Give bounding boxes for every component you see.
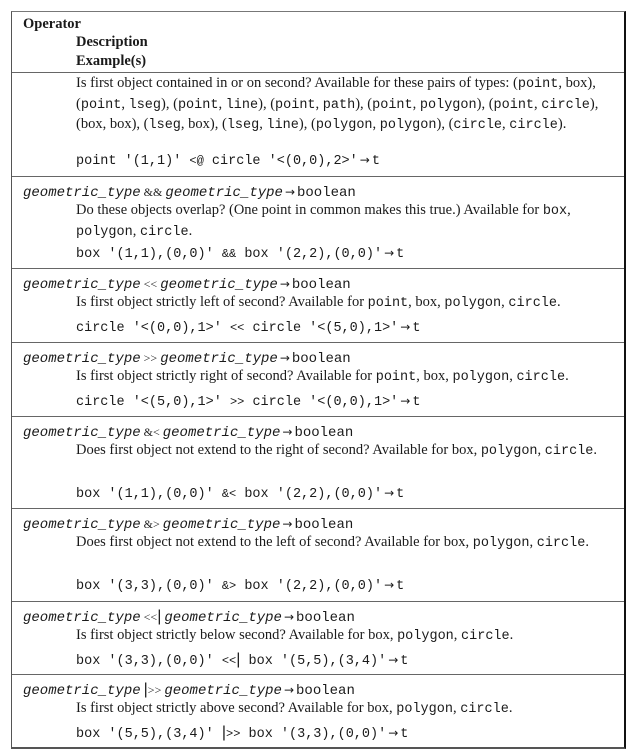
operator-symbol: <<| xyxy=(221,651,241,668)
header-description: Description xyxy=(76,34,148,50)
pipe-glyph: | xyxy=(236,651,241,668)
example-left: box '(1,1),(0,0)' xyxy=(76,247,222,262)
desc-text: ), ( xyxy=(258,95,276,112)
desc-text: . xyxy=(509,627,514,643)
row-description xyxy=(76,367,618,388)
return-type: boolean xyxy=(294,425,354,441)
left-type: geometric_type xyxy=(23,185,141,201)
code-term: circle xyxy=(516,370,566,385)
row-example xyxy=(76,484,404,504)
left-type: geometric_type xyxy=(23,517,141,533)
arrow-icon: → xyxy=(279,351,290,365)
code-term: line xyxy=(225,97,259,113)
operator-symbol: >> xyxy=(229,395,245,409)
desc-text: Is first object strictly above second? Available for xyxy=(76,700,368,716)
example-left: circle '<(0,0),1>' xyxy=(76,321,230,336)
operator-symbol: && xyxy=(143,185,163,199)
desc-text: Is first object strictly below second? Available for xyxy=(76,627,369,643)
example-right: box '(2,2),(0,0)' xyxy=(236,487,383,502)
operator-symbol: &< xyxy=(143,425,160,439)
desc-text: , xyxy=(372,116,380,132)
desc-text: ), ( xyxy=(76,75,596,112)
row-description xyxy=(76,441,618,462)
table-row xyxy=(12,675,624,748)
code-term: point xyxy=(372,97,413,113)
row-description xyxy=(76,626,618,647)
desc-text: , xyxy=(473,442,481,458)
arrow-icon: → xyxy=(279,277,290,291)
desc-text: , xyxy=(501,294,509,310)
row-signature xyxy=(23,608,355,627)
row-signature xyxy=(23,275,351,294)
desc-text: ), ( xyxy=(355,95,373,112)
example-left: point '(1,1)' xyxy=(76,154,190,169)
left-type: geometric_type xyxy=(23,610,141,626)
desc-text: ), ( xyxy=(298,116,316,132)
code-term: path xyxy=(322,97,356,113)
example-result: t xyxy=(412,395,421,410)
left-type: geometric_type xyxy=(23,683,141,699)
code-term: polygon xyxy=(419,97,477,113)
desc-text: Do these objects overlap? (One point in common makes this true.) Available for xyxy=(76,202,543,218)
code-term: lseg xyxy=(128,97,162,113)
table-row xyxy=(12,73,624,177)
desc-text: , xyxy=(537,442,545,458)
desc-text: , xyxy=(412,95,420,112)
right-type: geometric_type xyxy=(160,351,278,367)
arrow-icon: → xyxy=(388,726,399,740)
desc-text: box xyxy=(367,700,389,716)
arrow-icon: → xyxy=(384,486,395,500)
desc-text: box xyxy=(423,368,446,384)
desc-text: ), ( xyxy=(161,95,178,112)
desc-text: , xyxy=(416,368,424,384)
desc-text: , box), ( xyxy=(180,116,227,132)
example-left: box '(3,3),(0,0)' xyxy=(76,654,222,669)
desc-text: , xyxy=(465,534,473,550)
operator-symbol: |>> xyxy=(221,724,241,741)
pipe-glyph: | xyxy=(157,608,162,625)
desc-text: , xyxy=(567,202,571,218)
row-example xyxy=(76,724,408,744)
example-right: box '(2,2),(0,0)' xyxy=(236,247,383,262)
desc-text: , xyxy=(558,75,566,91)
table-row xyxy=(12,417,624,509)
table-row xyxy=(12,343,624,417)
code-term: point xyxy=(80,97,122,113)
desc-text: Is first object strictly left of second? Available for xyxy=(76,294,368,310)
code-term: polygon xyxy=(76,224,133,240)
row-example xyxy=(76,244,404,264)
code-term: box xyxy=(542,204,568,219)
desc-text: Is first object strictly right of second? Available for xyxy=(76,368,376,384)
code-term: lseg xyxy=(226,118,260,133)
row-description xyxy=(76,74,618,136)
code-term: point xyxy=(517,77,559,92)
code-term: circle xyxy=(541,97,590,113)
row-signature xyxy=(23,681,355,700)
code-term: point xyxy=(375,370,417,385)
left-type: geometric_type xyxy=(23,425,141,441)
operator-symbol: |>> xyxy=(143,681,162,698)
code-term: circle xyxy=(461,629,510,644)
example-right: box '(2,2),(0,0)' xyxy=(236,579,383,594)
desc-text: box xyxy=(451,442,474,458)
desc-text: ). xyxy=(557,116,567,132)
example-result: t xyxy=(396,247,405,262)
row-example xyxy=(76,392,420,412)
example-result: t xyxy=(400,654,409,669)
desc-text: ), (box, box), ( xyxy=(76,95,599,132)
code-term: line xyxy=(266,118,299,133)
code-term: circle xyxy=(544,444,594,459)
code-term: circle xyxy=(453,118,503,133)
operator-symbol: &< xyxy=(221,487,237,501)
return-type: boolean xyxy=(297,185,356,201)
desc-text: . xyxy=(565,368,569,384)
desc-text: , xyxy=(132,222,140,239)
example-right: circle '<(0,0),1>' xyxy=(244,395,399,410)
arrow-icon: → xyxy=(400,394,411,408)
arrow-icon: → xyxy=(283,610,295,624)
arrow-icon: → xyxy=(384,578,395,592)
desc-text: , xyxy=(218,95,226,112)
header-examples: Example(s) xyxy=(76,53,147,69)
desc-text: , xyxy=(315,95,323,112)
desc-text: box xyxy=(415,294,438,310)
code-term: polygon xyxy=(379,118,437,133)
code-term: circle xyxy=(536,536,586,551)
example-result: t xyxy=(396,579,405,594)
code-term: polygon xyxy=(480,444,538,459)
code-term: circle xyxy=(508,296,557,311)
right-type: geometric_type xyxy=(162,425,281,441)
example-right: box '(5,5),(3,4)' xyxy=(240,654,387,669)
desc-text: , xyxy=(502,116,510,132)
example-right: circle '<(5,0),1>' xyxy=(244,321,399,336)
code-term: circle xyxy=(460,702,509,717)
desc-text: . xyxy=(508,700,513,716)
example-right: circle '<(0,0),2>' xyxy=(203,154,358,169)
row-description xyxy=(76,201,618,242)
return-type: boolean xyxy=(291,351,351,367)
arrow-icon: → xyxy=(283,683,295,697)
example-left: box '(1,1),(0,0)' xyxy=(76,487,222,502)
example-result: t xyxy=(412,321,421,336)
operator-symbol: <<| xyxy=(143,608,162,625)
code-term: polygon xyxy=(444,296,502,311)
row-signature xyxy=(23,515,353,534)
desc-text: ), ( xyxy=(476,95,494,112)
code-term: polygon xyxy=(396,702,453,717)
desc-text: , xyxy=(529,534,537,550)
operator-symbol: && xyxy=(221,247,237,261)
desc-text: Does first object not extend to the left of second? Available for xyxy=(76,534,444,550)
left-type: geometric_type xyxy=(23,351,141,367)
desc-text: ), ( xyxy=(436,116,454,132)
right-type: geometric_type xyxy=(164,610,282,626)
return-type: boolean xyxy=(291,277,351,293)
return-type: boolean xyxy=(294,517,354,533)
right-type: geometric_type xyxy=(162,517,281,533)
example-left: circle '<(5,0),1>' xyxy=(76,395,230,410)
operator-symbol: &> xyxy=(143,517,160,531)
table-header xyxy=(12,12,624,73)
desc-text: box xyxy=(443,534,466,550)
row-example xyxy=(76,576,404,596)
operator-symbol: << xyxy=(229,321,245,335)
row-description xyxy=(76,293,618,314)
code-term: point xyxy=(493,97,535,113)
code-term: lseg xyxy=(148,118,181,133)
row-description xyxy=(76,533,618,554)
row-signature xyxy=(23,349,351,368)
example-left: box '(3,3),(0,0)' xyxy=(76,579,222,594)
code-term: polygon xyxy=(315,118,373,133)
desc-text: , xyxy=(453,627,462,643)
arrow-icon: → xyxy=(400,320,411,334)
desc-text: , xyxy=(445,368,453,384)
example-right: box '(3,3),(0,0)' xyxy=(240,727,387,742)
operator-symbol: << xyxy=(143,277,158,291)
desc-text: , xyxy=(437,294,445,310)
desc-text: , xyxy=(389,700,397,716)
arrow-icon: → xyxy=(359,153,370,167)
return-type: boolean xyxy=(296,610,355,626)
operator-symbol: >> xyxy=(143,351,158,365)
desc-text: , xyxy=(534,95,542,112)
desc-text: , xyxy=(389,627,398,643)
desc-text: . xyxy=(188,222,193,239)
desc-text: box xyxy=(368,627,390,643)
desc-text: , xyxy=(509,368,517,384)
operator-table xyxy=(11,11,626,749)
desc-text: . xyxy=(593,442,598,458)
table-row xyxy=(12,602,624,675)
desc-text: . xyxy=(585,534,589,550)
table-row xyxy=(12,509,624,602)
pipe-glyph: | xyxy=(143,681,148,698)
code-term: point xyxy=(367,296,409,311)
arrow-icon: → xyxy=(282,425,293,439)
example-left: box '(5,5),(3,4)' xyxy=(76,727,222,742)
row-description xyxy=(76,699,618,720)
arrow-icon: → xyxy=(388,653,399,667)
row-signature xyxy=(23,183,356,202)
row-example xyxy=(76,151,380,171)
code-term: circle xyxy=(509,118,558,133)
desc-text: , xyxy=(259,116,267,132)
arrow-icon: → xyxy=(284,185,295,199)
operator-symbol: <@ xyxy=(189,154,204,168)
code-term: polygon xyxy=(472,536,530,551)
pipe-glyph: | xyxy=(221,724,226,741)
table-row xyxy=(12,177,624,269)
row-example xyxy=(76,651,408,671)
table-row xyxy=(12,269,624,343)
row-signature xyxy=(23,423,353,442)
desc-text: , xyxy=(121,95,129,112)
code-term: point xyxy=(177,97,219,113)
desc-text: , xyxy=(452,700,461,716)
desc-text: . xyxy=(557,294,561,310)
right-type: geometric_type xyxy=(160,277,278,293)
example-result: t xyxy=(396,487,405,502)
desc-text: Is first object contained in or on second? Available for these pairs of types: ( xyxy=(76,75,518,91)
desc-text: , xyxy=(408,294,416,310)
desc-text: Does first object not extend to the right of second? Available for xyxy=(76,442,452,458)
code-term: polygon xyxy=(452,370,510,385)
desc-text: box xyxy=(565,75,588,91)
example-result: t xyxy=(371,154,380,169)
code-term: polygon xyxy=(397,629,454,644)
row-example xyxy=(76,318,420,338)
arrow-icon: → xyxy=(384,246,395,260)
example-result: t xyxy=(400,727,409,742)
operator-symbol: &> xyxy=(221,579,237,593)
arrow-icon: → xyxy=(282,517,293,531)
code-term: point xyxy=(275,97,316,113)
return-type: boolean xyxy=(296,683,355,699)
right-type: geometric_type xyxy=(164,683,282,699)
header-operator: Operator xyxy=(23,16,81,32)
right-type: geometric_type xyxy=(165,185,283,201)
left-type: geometric_type xyxy=(23,277,141,293)
code-term: circle xyxy=(139,224,189,240)
